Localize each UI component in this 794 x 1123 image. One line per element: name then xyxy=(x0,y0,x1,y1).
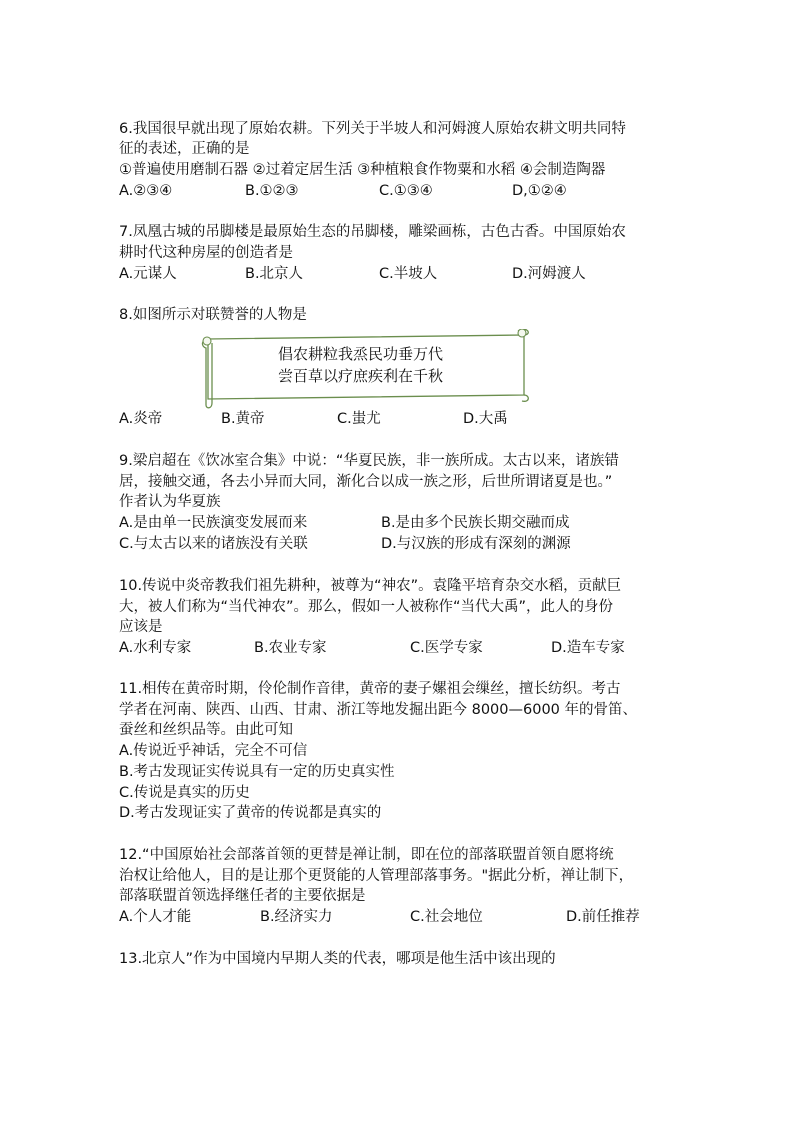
couplet-scroll xyxy=(198,329,530,409)
q13-stem-line1: 13.北京人”作为中国境内早期人类的代表，哪项是他生活中该出现的 xyxy=(119,951,556,967)
q10-option-d: D.造车专家 xyxy=(551,640,625,656)
q6-option-b: B.①②③ xyxy=(245,183,299,199)
q12-stem-line1: 12.“中国原始社会部落首领的更替是禅让制，即在位的部落联盟首领自愿将统 xyxy=(119,847,614,863)
q11-stem-line2: 学者在河南、陕西、山西、甘肃、浙江等地发掘出距今 8000—6000 年的骨笛、 xyxy=(119,702,638,718)
q9-stem-line3: 作者认为华夏族 xyxy=(119,494,221,510)
q8-option-b: B.黄帝 xyxy=(221,411,265,427)
q10-option-b: B.农业专家 xyxy=(254,640,327,656)
q7-option-c: C.半坡人 xyxy=(379,266,438,282)
q12-option-a: A.个人才能 xyxy=(119,909,192,925)
q8-option-c: C.蚩尤 xyxy=(337,411,381,427)
q9-option-c: C.与太古以来的诸族没有关联 xyxy=(119,536,308,552)
couplet-line2: 尝百草以疗庶疾利在千秋 xyxy=(278,367,444,385)
q9-option-b: B.是由多个民族长期交融而成 xyxy=(381,515,570,531)
q7-option-a: A.元谋人 xyxy=(119,266,177,282)
q6-stem-line2: 征的表述，正确的是 xyxy=(119,141,250,157)
q11-option-a: A.传说近乎神话，完全不可信 xyxy=(119,743,308,759)
couplet-line1: 倡农耕粒我烝民功垂万代 xyxy=(278,345,444,363)
q8-stem: 8.如图所示对联赞誉的人物是 xyxy=(119,307,307,323)
q6-option-d: D,①②④ xyxy=(512,183,567,199)
q7-option-b: B.北京人 xyxy=(245,266,304,282)
q11-option-c: C.传说是真实的历史 xyxy=(119,785,250,801)
q10-stem-line1: 10.传说中炎帝教我们祖先耕种，被尊为“神农”。袁隆平培育杂交水稻，贡献巨 xyxy=(119,578,622,594)
q8-option-a: A.炎帝 xyxy=(119,411,163,427)
q7-option-d: D.河姆渡人 xyxy=(512,266,586,282)
q6-option-a: A.②③④ xyxy=(119,183,173,199)
q10-option-c: C.医学专家 xyxy=(410,640,483,656)
q11-option-d: D.考古发现证实了黄帝的传说都是真实的 xyxy=(119,805,382,821)
q12-option-b: B.经济实力 xyxy=(260,909,333,925)
q7-stem-line2: 耕时代这种房屋的创造者是 xyxy=(119,245,293,261)
q9-option-a: A.是由单一民族演变发展而来 xyxy=(119,515,308,531)
q12-stem-line3: 部落联盟首领选择继任者的主要依据是 xyxy=(119,888,366,904)
q6-items: ①普遍使用磨制石器 ②过着定居生活 ③种植粮食作物粟和水稻 ④会制造陶器 xyxy=(119,162,606,178)
q7-stem-line1: 7.凤凰古城的吊脚楼是最原始生态的吊脚楼，雕梁画栋，古色古香。中国原始农 xyxy=(119,224,626,240)
q9-stem-line1: 9.梁启超在《饮冰室合集》中说：“华夏民族，非一族所成。太古以来，诸族错 xyxy=(119,453,619,469)
q12-option-d: D.前任推荐 xyxy=(566,909,640,925)
q12-option-c: C.社会地位 xyxy=(410,909,483,925)
q10-option-a: A.水利专家 xyxy=(119,640,192,656)
q6-option-c: C.①③④ xyxy=(379,183,433,199)
q11-stem-line1: 11.相传在黄帝时期，伶伦制作音律，黄帝的妻子嫘祖会缫丝，擅长纺织。考古 xyxy=(119,681,621,697)
q9-stem-line2: 居，接触交通，各去小异而大同，渐化合以成一族之形，后世所谓诸夏是也。” xyxy=(119,474,613,490)
q10-stem-line2: 大，被人们称为“当代神农”。那么，假如一人被称作“当代大禹”，此人的身份 xyxy=(119,599,614,615)
q9-option-d: D.与汉族的形成有深刻的渊源 xyxy=(381,536,571,552)
q11-stem-line3: 蚕丝和丝织品等。由此可知 xyxy=(119,722,293,738)
q8-option-d: D.大禹 xyxy=(463,411,508,427)
q10-stem-line3: 应该是 xyxy=(119,619,163,635)
q11-option-b: B.考古发现证实传说具有一定的历史真实性 xyxy=(119,764,395,780)
q12-stem-line2: 治权让给他人，目的是让那个更贤能的人管理部落事务。"据此分析，禅让制下， xyxy=(119,868,634,884)
q6-stem-line1: 6.我国很早就出现了原始农耕。下列关于半坡人和河姆渡人原始农耕文明共同特 xyxy=(119,121,626,137)
